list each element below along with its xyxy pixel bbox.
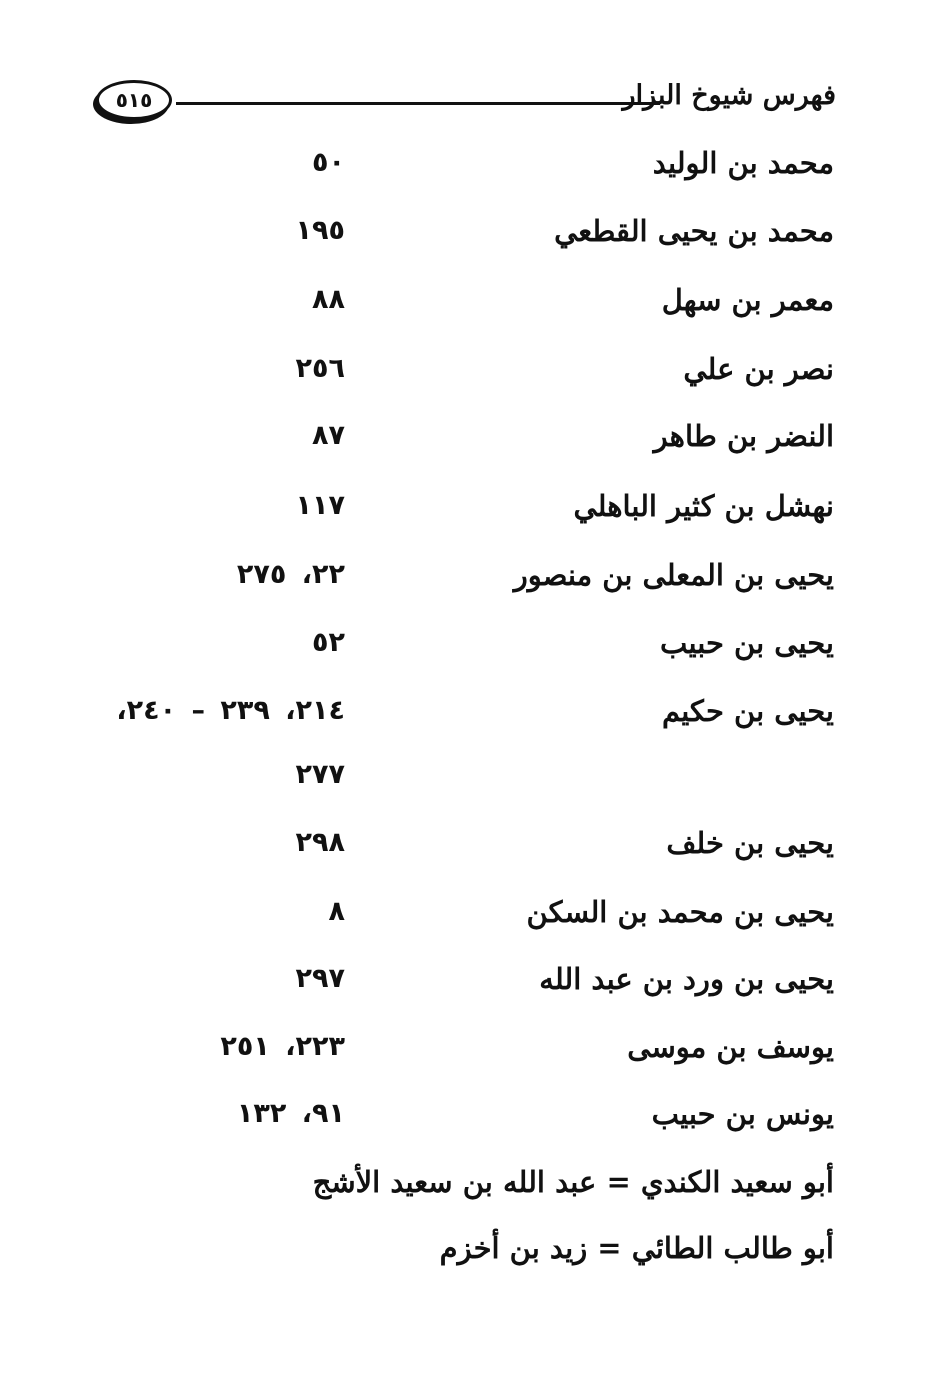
index-entry [0, 691, 939, 751]
entry-pages: ٨٨ [312, 284, 345, 315]
entry-pages: ٨ [328, 896, 345, 927]
entry-name: يونس بن حبيب [651, 1097, 834, 1131]
entry-name: معمر بن سهل [661, 283, 834, 317]
entry-name: يحيى بن حبيب [660, 626, 834, 660]
entry-pages: ٨٧ [312, 420, 345, 451]
entry-name: نصر بن علي [683, 352, 834, 386]
entry-name: محمد بن يحيى القطعي [554, 214, 834, 248]
index-entry [0, 892, 939, 952]
index-entry [0, 143, 939, 203]
entry-name: محمد بن الوليد [652, 146, 834, 180]
entry-name: يوسف بن موسى [627, 1030, 834, 1064]
entry-pages: ١١٧ [295, 490, 345, 521]
entry-pages: ٥٢ [312, 627, 345, 658]
index-entry [0, 823, 939, 883]
cross-reference: أبو سعيد الكندي = عبد الله بن سعيد الأشج [312, 1165, 834, 1199]
entry-pages: ٢٢٣، ٢٥١ [220, 1031, 345, 1062]
entry-pages: ٢١٤، ٢٣٩ – ٢٤٠، [116, 695, 345, 726]
cross-reference: أبو طالب الطائي = زيد بن أخزم [439, 1231, 834, 1265]
page-number: ٥١٥ [96, 80, 172, 120]
entry-pages: ٥٠ [312, 147, 345, 178]
index-entry [0, 555, 939, 615]
running-title: فهرس شيوخ البزار [622, 80, 836, 111]
entry-name: يحيى بن المعلى بن منصور [513, 558, 834, 592]
index-entry [0, 1094, 939, 1154]
entry-pages: ٢٩٧ [295, 963, 345, 994]
index-entry [0, 280, 939, 340]
index-entry [0, 755, 939, 815]
index-entry [0, 486, 939, 546]
entry-pages: ٢٩٨ [295, 827, 345, 858]
entry-name: نهشل بن كثير الباهلي [573, 489, 834, 523]
entry-name: يحيى بن محمد بن السكن [526, 895, 834, 929]
entry-name: يحيى بن خلف [666, 826, 834, 860]
index-entry [0, 349, 939, 409]
index-entry [0, 211, 939, 271]
entry-pages: ١٩٥ [295, 215, 345, 246]
entry-name: يحيى بن ورد بن عبد الله [539, 962, 834, 996]
entry-pages: ٩١، ١٣٢ [236, 1098, 345, 1129]
index-entry [0, 1027, 939, 1087]
index-entry [0, 959, 939, 1019]
index-entry [0, 623, 939, 683]
entry-pages: ٢٢، ٢٧٥ [236, 559, 345, 590]
index-entry [0, 416, 939, 476]
entry-name: النضر بن طاهر [653, 419, 834, 453]
entry-pages: ٢٥٦ [295, 353, 345, 384]
entry-pages: ٢٧٧ [295, 759, 345, 790]
entry-name: يحيى بن حكيم [661, 694, 834, 728]
